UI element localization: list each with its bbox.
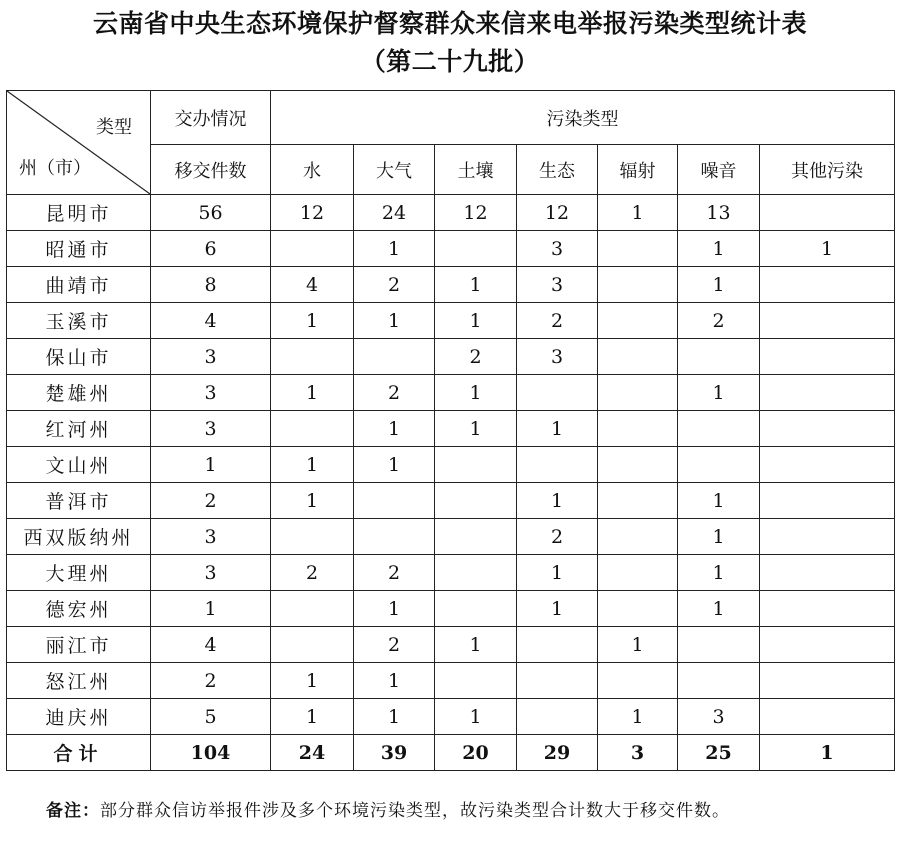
- count-cell: 1: [517, 411, 598, 447]
- count-cell: [271, 519, 354, 555]
- table-row: [7, 411, 895, 447]
- table-row: [7, 375, 895, 411]
- count-cell: 2: [151, 483, 271, 519]
- count-cell: 1: [354, 411, 435, 447]
- count-cell: 1: [678, 591, 760, 627]
- city-cell: 保山市: [7, 339, 151, 375]
- table-row: [7, 699, 895, 735]
- count-cell: [435, 591, 517, 627]
- count-cell: 56: [151, 195, 271, 231]
- count-cell: 1: [678, 231, 760, 267]
- count-cell: 2: [151, 663, 271, 699]
- count-cell: [598, 411, 678, 447]
- count-cell: 1: [517, 555, 598, 591]
- count-cell: [598, 591, 678, 627]
- pollution-statistics-table: [6, 90, 895, 771]
- count-cell: [435, 483, 517, 519]
- count-cell: 1: [517, 591, 598, 627]
- count-cell: [271, 339, 354, 375]
- count-cell: 8: [151, 267, 271, 303]
- city-cell: 楚雄州: [7, 375, 151, 411]
- count-cell: [760, 519, 895, 555]
- handover-group-header: 交办情况: [151, 91, 271, 145]
- count-cell: [271, 411, 354, 447]
- count-cell: [760, 267, 895, 303]
- count-cell: 2: [354, 267, 435, 303]
- city-cell: 玉溪市: [7, 303, 151, 339]
- total-cell: 39: [354, 735, 435, 771]
- count-cell: 1: [435, 267, 517, 303]
- count-cell: [598, 231, 678, 267]
- count-cell: [435, 447, 517, 483]
- count-cell: 1: [271, 303, 354, 339]
- table-row: [7, 483, 895, 519]
- count-cell: 1: [678, 519, 760, 555]
- total-label: 合计: [7, 735, 151, 771]
- count-cell: 1: [271, 699, 354, 735]
- column-header: 移交件数: [151, 145, 271, 195]
- count-cell: [760, 375, 895, 411]
- header-row-group: [7, 91, 895, 145]
- count-cell: 1: [435, 303, 517, 339]
- column-header: 其他污染: [760, 145, 895, 195]
- count-cell: 2: [354, 375, 435, 411]
- count-cell: [598, 303, 678, 339]
- count-cell: 2: [517, 519, 598, 555]
- count-cell: 1: [435, 699, 517, 735]
- count-cell: [517, 447, 598, 483]
- column-header: 生态: [517, 145, 598, 195]
- count-cell: [760, 483, 895, 519]
- count-cell: [760, 411, 895, 447]
- count-cell: [435, 555, 517, 591]
- count-cell: 3: [151, 519, 271, 555]
- count-cell: 3: [151, 411, 271, 447]
- count-cell: 1: [354, 303, 435, 339]
- count-cell: 2: [435, 339, 517, 375]
- page-title: 云南省中央生态环境保护督察群众来信来电举报污染类型统计表: [92, 9, 807, 38]
- count-cell: [760, 195, 895, 231]
- count-cell: 2: [354, 627, 435, 663]
- count-cell: [435, 231, 517, 267]
- count-cell: 1: [435, 411, 517, 447]
- count-cell: 1: [354, 699, 435, 735]
- corner-city-label: 州（市）: [19, 158, 91, 179]
- count-cell: 3: [678, 699, 760, 735]
- count-cell: [598, 555, 678, 591]
- count-cell: [354, 483, 435, 519]
- count-cell: 12: [435, 195, 517, 231]
- column-header: 水: [271, 145, 354, 195]
- table-row: [7, 591, 895, 627]
- count-cell: [760, 555, 895, 591]
- table-row: [7, 555, 895, 591]
- count-cell: [760, 339, 895, 375]
- count-cell: [760, 447, 895, 483]
- count-cell: 1: [271, 663, 354, 699]
- table-row: [7, 195, 895, 231]
- count-cell: 1: [435, 627, 517, 663]
- count-cell: [678, 447, 760, 483]
- table-row: [7, 231, 895, 267]
- count-cell: 2: [678, 303, 760, 339]
- city-cell: 曲靖市: [7, 267, 151, 303]
- count-cell: 4: [151, 303, 271, 339]
- count-cell: [598, 519, 678, 555]
- footnote-label: 备注：: [46, 801, 100, 821]
- count-cell: [678, 627, 760, 663]
- city-cell: 普洱市: [7, 483, 151, 519]
- count-cell: [760, 627, 895, 663]
- footnote: [10, 797, 890, 825]
- count-cell: 3: [517, 339, 598, 375]
- count-cell: [271, 591, 354, 627]
- count-cell: 13: [678, 195, 760, 231]
- count-cell: 1: [760, 231, 895, 267]
- count-cell: [271, 627, 354, 663]
- count-cell: [678, 339, 760, 375]
- total-cell: 25: [678, 735, 760, 771]
- count-cell: [517, 699, 598, 735]
- count-cell: [678, 411, 760, 447]
- count-cell: 1: [678, 375, 760, 411]
- count-cell: 1: [354, 591, 435, 627]
- count-cell: 1: [271, 375, 354, 411]
- count-cell: 4: [271, 267, 354, 303]
- count-cell: 1: [598, 627, 678, 663]
- table-row: [7, 519, 895, 555]
- count-cell: [760, 591, 895, 627]
- city-cell: 丽江市: [7, 627, 151, 663]
- count-cell: [760, 303, 895, 339]
- count-cell: 1: [435, 375, 517, 411]
- column-header: 噪音: [678, 145, 760, 195]
- count-cell: 12: [271, 195, 354, 231]
- city-cell: 昆明市: [7, 195, 151, 231]
- count-cell: 1: [271, 483, 354, 519]
- count-cell: 2: [271, 555, 354, 591]
- city-cell: 文山州: [7, 447, 151, 483]
- total-cell: 1: [760, 735, 895, 771]
- count-cell: 1: [354, 447, 435, 483]
- count-cell: [435, 519, 517, 555]
- table-body: [7, 195, 895, 735]
- count-cell: [598, 483, 678, 519]
- count-cell: 1: [354, 663, 435, 699]
- count-cell: [517, 375, 598, 411]
- count-cell: 3: [151, 375, 271, 411]
- table-row: [7, 267, 895, 303]
- corner-header-cell: [7, 91, 151, 195]
- count-cell: [598, 375, 678, 411]
- table-row: [7, 447, 895, 483]
- count-cell: 2: [354, 555, 435, 591]
- count-cell: 1: [678, 555, 760, 591]
- count-cell: [435, 663, 517, 699]
- corner-type-label: 类型: [96, 117, 132, 138]
- count-cell: 3: [151, 555, 271, 591]
- count-cell: 6: [151, 231, 271, 267]
- city-cell: 怒江州: [7, 663, 151, 699]
- count-cell: [598, 339, 678, 375]
- count-cell: [354, 519, 435, 555]
- count-cell: 4: [151, 627, 271, 663]
- batch-subtitle: （第二十九批）: [360, 47, 540, 76]
- table-row: [7, 663, 895, 699]
- count-cell: 1: [678, 483, 760, 519]
- count-cell: [598, 267, 678, 303]
- footnote-text: 部分群众信访举报件涉及多个环境污染类型，故污染类型合计数大于移交件数。: [100, 801, 730, 821]
- count-cell: 1: [598, 195, 678, 231]
- column-header: 辐射: [598, 145, 678, 195]
- count-cell: [598, 663, 678, 699]
- total-cell: 29: [517, 735, 598, 771]
- table-row: [7, 627, 895, 663]
- city-cell: 西双版纳州: [7, 519, 151, 555]
- count-cell: 1: [271, 447, 354, 483]
- table-row: [7, 303, 895, 339]
- count-cell: [271, 231, 354, 267]
- count-cell: 3: [151, 339, 271, 375]
- column-header: 大气: [354, 145, 435, 195]
- count-cell: [678, 663, 760, 699]
- total-cell: 3: [598, 735, 678, 771]
- count-cell: [354, 339, 435, 375]
- count-cell: 1: [678, 267, 760, 303]
- city-cell: 迪庆州: [7, 699, 151, 735]
- count-cell: 5: [151, 699, 271, 735]
- count-cell: 1: [151, 591, 271, 627]
- column-header: 土壤: [435, 145, 517, 195]
- count-cell: 1: [598, 699, 678, 735]
- city-cell: 红河州: [7, 411, 151, 447]
- count-cell: [517, 663, 598, 699]
- city-cell: 昭通市: [7, 231, 151, 267]
- count-cell: 12: [517, 195, 598, 231]
- count-cell: 1: [354, 231, 435, 267]
- table-row: [7, 339, 895, 375]
- count-cell: 3: [517, 231, 598, 267]
- total-cell: 104: [151, 735, 271, 771]
- total-row: [7, 735, 895, 771]
- count-cell: 2: [517, 303, 598, 339]
- count-cell: [517, 627, 598, 663]
- count-cell: [760, 699, 895, 735]
- pollution-group-header: 污染类型: [271, 91, 895, 145]
- count-cell: [760, 663, 895, 699]
- total-cell: 20: [435, 735, 517, 771]
- count-cell: 24: [354, 195, 435, 231]
- count-cell: 1: [151, 447, 271, 483]
- count-cell: 3: [517, 267, 598, 303]
- total-cell: 24: [271, 735, 354, 771]
- city-cell: 德宏州: [7, 591, 151, 627]
- count-cell: 1: [517, 483, 598, 519]
- city-cell: 大理州: [7, 555, 151, 591]
- count-cell: [598, 447, 678, 483]
